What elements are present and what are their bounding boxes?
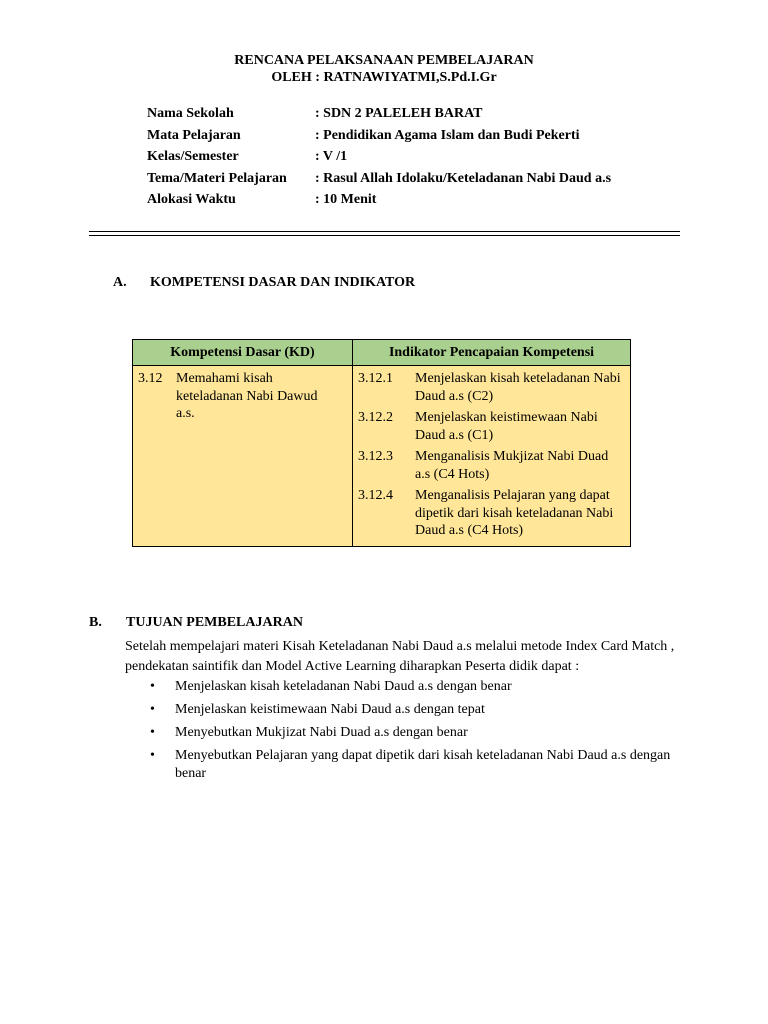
title-line-2: OLEH : RATNAWIYATMI,S.Pd.I.Gr: [271, 70, 497, 85]
indicator-text: Menjelaskan keistimewaan Nabi Daud a.s (C1): [415, 410, 598, 443]
section-title: TUJUAN PEMBELAJARAN: [126, 615, 303, 630]
competency-table: [132, 339, 631, 547]
bullet-icon: •: [150, 748, 155, 763]
section-letter: B.: [89, 615, 102, 630]
indicator-item: [358, 370, 625, 405]
info-value: : Rasul Allah Idolaku/Keteladanan Nabi Daud a.s: [315, 170, 612, 186]
objective-text: Menyebutkan Mukjizat Nabi Duad a.s dengan benar: [175, 725, 468, 740]
indicator-item: [358, 448, 625, 483]
table-row: [133, 366, 631, 547]
info-value: : V /1: [315, 149, 348, 165]
info-value: : 10 Menit: [315, 192, 377, 208]
list-item: [150, 678, 680, 696]
document-title: [0, 52, 768, 86]
objective-intro: Setelah mempelajari materi Kisah Keteladanan Nabi Daud a.s melalui metode Index Card Match , pendekatan saintifik dan Model Active Learning diharapkan Peserta didik dapat :: [125, 639, 675, 674]
indicator-code: 3.12.3: [358, 449, 393, 464]
divider-bottom: [89, 235, 680, 236]
section-a-heading: [113, 275, 415, 291]
indicator-code: 3.12.1: [358, 371, 393, 386]
objective-list: [150, 678, 680, 788]
info-label: Nama Sekolah: [147, 106, 234, 121]
section-b-heading: [89, 615, 303, 631]
bullet-icon: •: [150, 702, 155, 717]
objective-text: Menjelaskan keistimewaan Nabi Daud a.s dengan tepat: [175, 702, 485, 717]
table-header-row: [133, 340, 631, 366]
list-item: [150, 724, 680, 742]
kd-text: Memahami kisah keteladanan Nabi Dawud a.s.: [176, 371, 318, 421]
indicator-item: [358, 409, 625, 444]
objective-text: Menjelaskan kisah keteladanan Nabi Daud a.s dengan benar: [175, 679, 512, 694]
info-label: Alokasi Waktu: [147, 192, 236, 208]
list-item: [150, 701, 680, 719]
header-indicator: Indikator Pencapaian Kompetensi: [353, 340, 631, 366]
divider-top: [89, 231, 680, 232]
indicator-code: 3.12.4: [358, 488, 393, 503]
objective-text: Menyebutkan Pelajaran yang dapat dipetik dari kisah keteladanan Nabi Daud a.s dengan benar: [175, 748, 671, 781]
indicator-item: [358, 487, 625, 540]
indicator-text: Menganalisis Mukjizat Nabi Duad a.s (C4 Hots): [415, 449, 609, 482]
kd-cell: [133, 366, 353, 547]
title-line-1: RENCANA PELAKSANAAN PEMBELAJARAN: [234, 53, 534, 68]
section-title: KOMPETENSI DASAR DAN INDIKATOR: [150, 275, 416, 290]
bullet-icon: •: [150, 725, 155, 740]
info-value: : SDN 2 PALELEH BARAT: [315, 106, 483, 121]
info-value: : Pendidikan Agama Islam dan Budi Pekerti: [315, 127, 580, 143]
indicator-code: 3.12.2: [358, 410, 393, 425]
info-label: Mata Pelajaran: [147, 127, 241, 143]
info-label: Kelas/Semester: [147, 149, 239, 165]
list-item: [150, 747, 680, 783]
header-kd: Kompetensi Dasar (KD): [133, 340, 353, 366]
indicator-text: Menganalisis Pelajaran yang dapat dipetik dari kisah keteladanan Nabi Daud a.s (C4 Hots): [415, 488, 614, 538]
indicator-text: Menjelaskan kisah keteladanan Nabi Daud a.s (C2): [415, 371, 621, 404]
kd-code: 3.12: [138, 371, 163, 386]
bullet-icon: •: [150, 679, 155, 694]
info-label: Tema/Materi Pelajaran: [147, 170, 287, 186]
section-letter: A.: [113, 275, 127, 290]
indicator-cell: [353, 366, 631, 547]
